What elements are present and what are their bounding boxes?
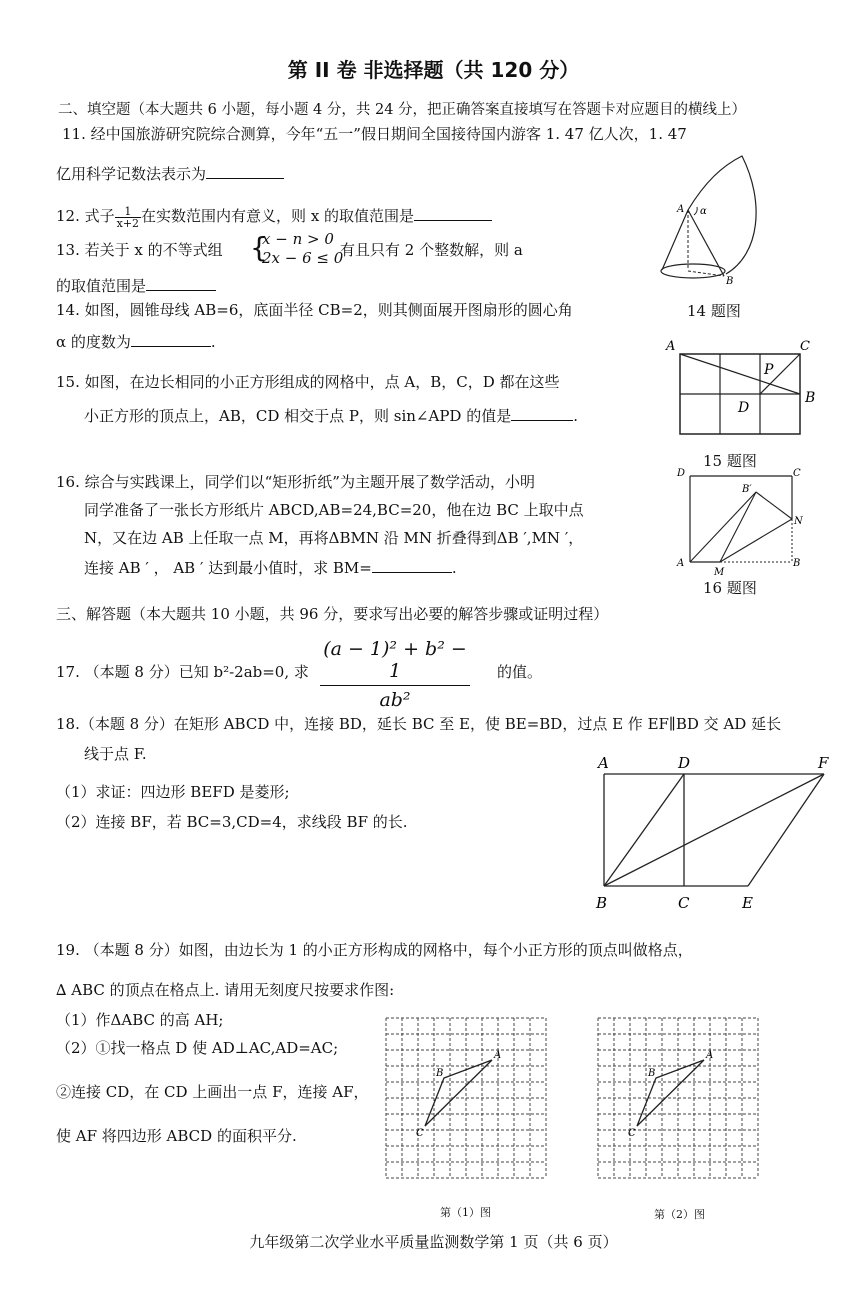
q16-line1: 16. 综合与实践课上，同学们以“矩形折纸”为主题开展了数学活动，小明 [56,473,535,491]
figure-14-cone [650,152,780,292]
q19-part4: 使 AF 将四边形 ABCD 的面积平分. [56,1127,297,1145]
q11-line1: 11. 经中国旅游研究院综合测算，今年“五一”假日期间全国接待国内游客 1. 47 亿人次，1. 47 [62,125,687,143]
figure-16-folding [674,464,814,576]
fig19-grid1-label-B: B [436,1068,444,1079]
q19-line2: ∆ ABC 的顶点在格点上. 请用无刻度尺按要求作图: [56,981,395,999]
q13-suffix: 有且只有 2 个整数解，则 a [340,241,523,259]
q13-brace: { [250,231,268,264]
fig14-base [661,264,725,278]
fig19-grid2-label-C: C [628,1128,636,1139]
q15-line2 [84,404,578,426]
fig18-segment-EF [748,774,824,886]
fig15-segment-AB [680,354,800,394]
figure-15-caption: 15 题图 [703,452,757,470]
q16-line3: N，又在边 AB 上任取一点 M，再将ΔBMN 沿 MN 折叠得到ΔB ′,MN ′， [84,529,584,547]
q12-frac-den: x+2 [116,216,140,230]
q14-line1: 14. 如图，圆锥母线 AB=6，底面半径 CB=2，则其侧面展开图扇形的圆心角 [56,301,573,319]
figure-19-grid-2 [594,1014,770,1194]
fig14-sector-arc [688,156,756,274]
q12-answer-blank[interactable] [414,204,492,221]
page-title: 第 II 卷 非选择题（共 120 分） [287,58,580,82]
fig16-label-D: D [677,468,686,479]
q19-line1: 19. （本题 8 分）如图，由边长为 1 的小正方形构成的网格中，每个小正方形的顶点叫做格点， [56,941,693,959]
fig19-grid1-label-C: C [416,1128,424,1139]
fig18-label-D: D [678,754,691,772]
q18-part2: （2）连接 BF，若 BC=3,CD=4，求线段 BF 的长. [56,813,408,831]
q17-fraction [320,638,470,711]
q13-answer-blank[interactable] [146,274,216,291]
q18-line2: 线于点 F. [84,745,147,763]
q12-fraction [115,206,141,229]
fig16-label-C: C [793,468,801,479]
q19-part3: ②连接 CD，在 CD 上画出一点 F，连接 AF， [56,1083,369,1101]
fig15-label-D: D [738,400,750,416]
fig14-label-B: B [726,276,734,287]
fig16-label-N: N [794,516,803,527]
q13-ineq1: x − n > 0 [262,230,334,248]
fig18-label-F: F [818,754,829,772]
q13-line2 [56,274,216,296]
q13 [56,230,223,270]
section-answer-heading: 三、解答题（本大题共 10 小题，共 96 分，要求写出必要的解答步骤或证明过程） [56,605,609,623]
q15-answer-blank[interactable] [511,404,573,421]
q16-answer-blank[interactable] [372,556,452,573]
fig18-label-E: E [742,894,753,912]
q12-frac-num: 1 [115,206,141,218]
fig15-label-A: A [666,340,676,354]
q14-period: . [210,333,216,351]
q15-period: . [573,407,578,425]
fig18-label-C: C [678,894,690,912]
fig19-grid2-label-A: A [706,1050,714,1061]
fig15-label-B: B [805,390,816,406]
fig14-radius [688,271,724,276]
fig18-label-B: B [596,894,608,912]
fig18-segment-BD [604,774,684,886]
q17-prefix: 17. （本题 8 分）已知 b²-2ab=0, 求 [56,663,309,681]
fig14-label-A: A [677,204,685,215]
fig15-label-C: C [800,340,810,354]
fig19-grid1-label-A: A [494,1050,502,1061]
fig14-label-alpha: α [700,206,707,217]
fig14-right-slant [688,210,724,276]
q15-line1: 15. 如图，在边长相同的小正方形组成的网格中，点 A，B，C，D 都在这些 [56,373,560,391]
q13-system [262,230,343,268]
q19-part2: （2）①找一格点 D 使 AD⊥AC,AD=AC; [56,1039,339,1057]
figure-19-caption-2: 第（2）图 [654,1208,705,1221]
figure-15-grid [660,340,820,440]
q17-suffix: 的值。 [497,663,543,681]
q16-line4 [84,556,457,578]
fig15-label-P: P [764,362,774,378]
q11-answer-blank[interactable] [206,162,284,179]
q16-line4-text: 连接 AB ′ ， AB ′ 达到最小值时，求 BM= [84,559,372,577]
q12-prefix: 12. 式子 [56,207,115,225]
q14-line2-text: α 的度数为 [56,333,131,351]
figure-18-rhombus [592,750,842,916]
q14-answer-blank[interactable] [131,330,211,347]
fig16-segment-ABp [690,492,756,562]
q11-line2 [56,162,284,184]
q12-suffix: 在实数范围内有意义，则 x 的取值范围是 [141,207,415,225]
q16-period: . [451,559,457,577]
fig16-label-M: M [714,567,725,576]
fig14-left-slant [662,210,688,270]
fig14-angle-arc [694,207,697,215]
section-fill-in-heading: 二、填空题（本大题共 6 小题，每小题 4 分，共 24 分，把正确答案直接填写在答题卡对应题目的横线上） [58,102,747,118]
fig16-label-A: A [677,558,685,569]
figure-19-grid-1 [382,1014,558,1194]
q17-frac-num: (a − 1)² + b² − 1 [320,638,470,686]
q14-line2 [56,330,216,352]
q17-frac-den: ab² [379,689,411,711]
fig18-label-A: A [598,754,609,772]
fig16-label-Bp: B′ [742,484,752,495]
q15-line2-text: 小正方形的顶点上，AB，CD 相交于点 P，则 sin∠APD 的值是 [84,407,512,425]
fig18-segment-BF [604,774,824,886]
q13-ineq2: 2x − 6 ≤ 0 [262,249,344,267]
q18-line1: 18.（本题 8 分）在矩形 ABCD 中，连接 BD，延长 BC 至 E，使 BE=BD，过点 E 作 EF∥BD 交 AD 延长 [56,715,782,733]
q18-part1: （1）求证：四边形 BEFD 是菱形; [56,783,290,801]
q16-line2: 同学准备了一张长方形纸片 ABCD,AB=24,BC=20，他在边 BC 上取中点 [84,501,584,519]
fig19-grid1-lines [386,1018,546,1178]
q13-prefix: 13. 若关于 x 的不等式组 [56,241,223,259]
q11-line2-text: 亿用科学记数法表示为 [56,165,207,183]
q12 [56,204,492,229]
fig19-grid2-lines [598,1018,758,1178]
fig19-grid2-label-B: B [648,1068,656,1079]
figure-16-caption: 16 题图 [703,579,757,597]
figure-19-caption-1: 第（1）图 [440,1206,491,1219]
figure-14-caption: 14 题图 [687,302,741,320]
q19-part1: （1）作ΔABC 的高 AH; [56,1011,224,1029]
page-footer: 九年级第二次学业水平质量监测数学第 1 页（共 6 页） [249,1233,618,1251]
fig16-label-B: B [793,558,801,569]
q13-line2-text: 的取值范围是 [56,277,147,295]
